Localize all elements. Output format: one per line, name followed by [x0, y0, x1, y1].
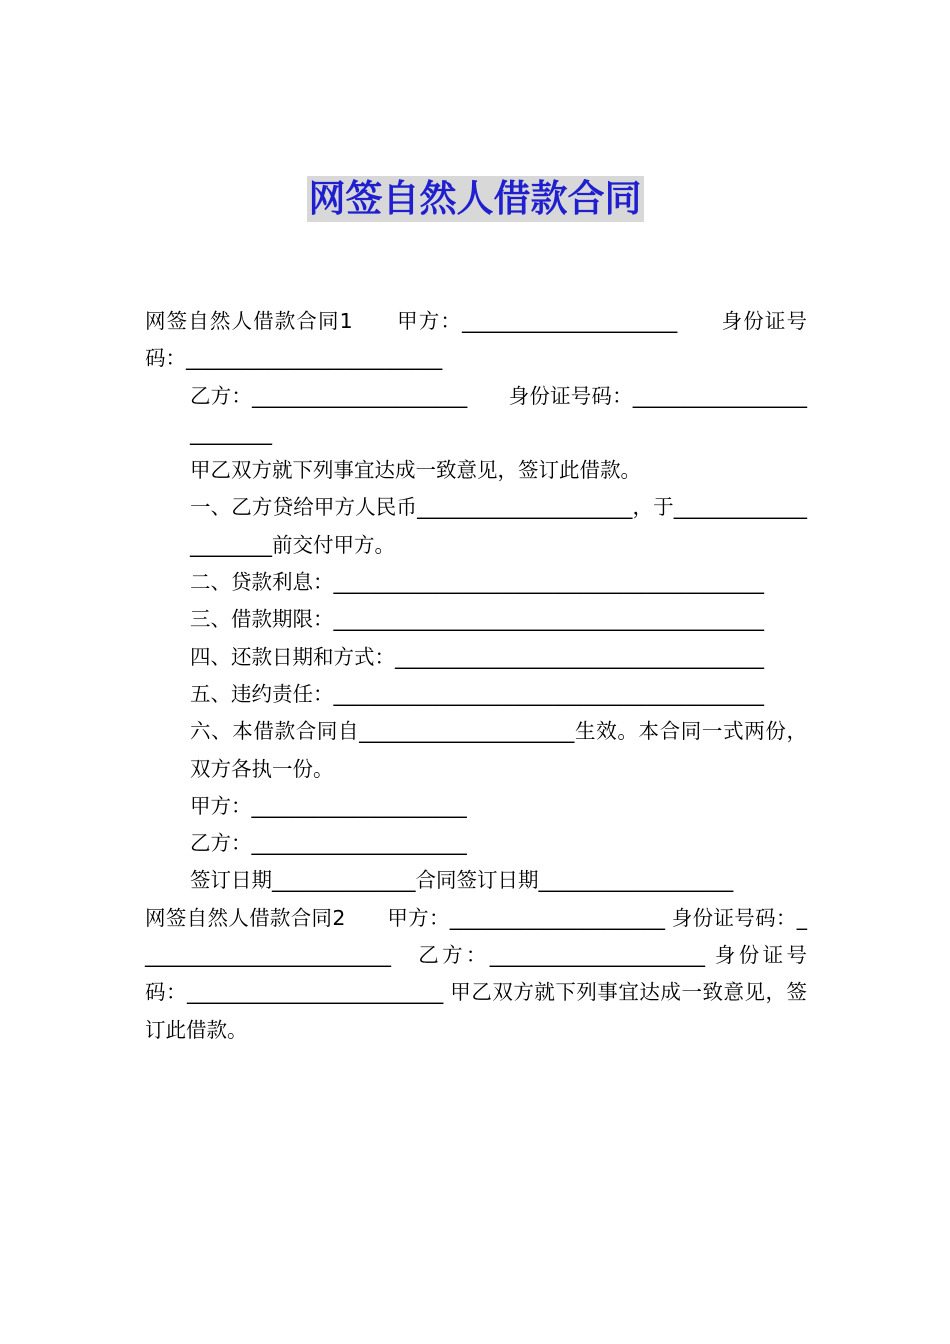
paragraph-clause-4: 四、还款日期和方式：____________________________________ — [190, 644, 764, 669]
paragraph-clause-3: 三、借款期限：__________________________________________ — [190, 607, 764, 632]
paragraph-clause-2: 二、贷款利息：__________________________________________ — [190, 570, 764, 595]
paragraph-contract-2: 网签自然人借款合同2 甲方：_____________________ 身份证号码：_________________________ 乙方：_____________________ 身份证号码：_________________________ 甲乙双方就下列事宜达成一致意见，签订此借款。 — [145, 905, 807, 1042]
paragraph-party-b: 乙方：_____________________ 身份证号码：_________________________ — [190, 383, 807, 445]
paragraph-clause-6: 六、本借款合同自_____________________生效。本合同一式两份，双方各执一份。 — [190, 719, 807, 781]
paragraph-sign-party-b: 乙方：_____________________ — [190, 831, 467, 856]
paragraph-clause-5: 五、违约责任：__________________________________________ — [190, 681, 764, 706]
title-container — [0, 176, 950, 222]
paragraph-sign-party-a: 甲方：_____________________ — [190, 793, 467, 818]
paragraph-agreement: 甲乙双方就下列事宜达成一致意见，签订此借款。 — [190, 458, 641, 483]
paragraph-sign-date: 签订日期______________合同签订日期___________________ — [190, 868, 734, 893]
paragraph-clause-1: 一、乙方贷给甲方人民币_____________________，于_____________________前交付甲方。 — [190, 495, 807, 557]
document-body — [145, 303, 807, 1049]
paragraph-contract-1-header: 网签自然人借款合同1 甲方：_____________________ 身份证号码：_________________________ — [145, 309, 807, 371]
document-title: 网签自然人借款合同 — [308, 177, 642, 220]
